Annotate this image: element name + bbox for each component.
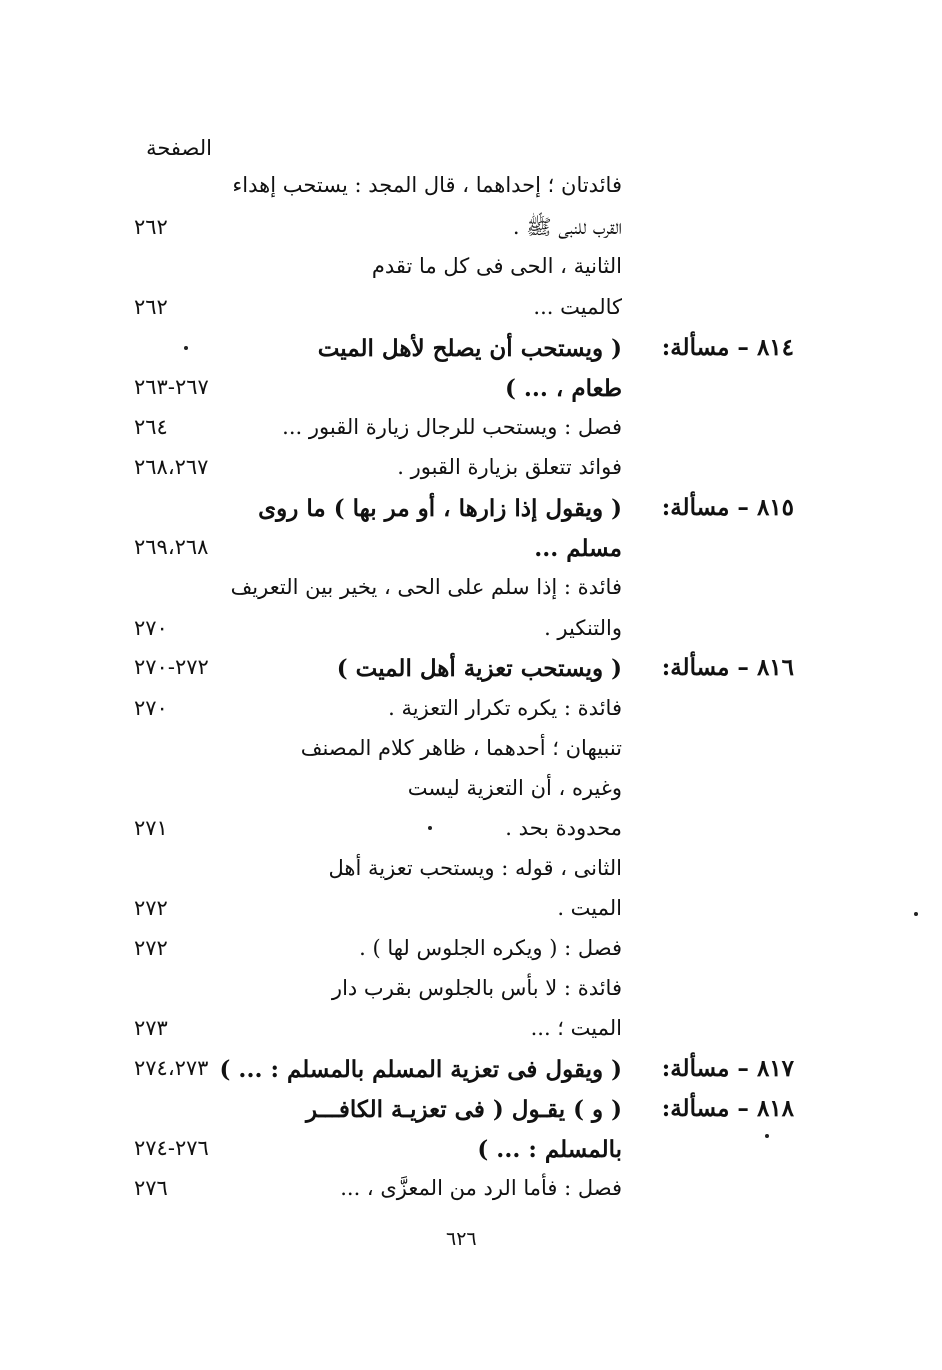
index-entry-text: فصل : ويستحب للرجال زيارة القبور ... [282,415,622,439]
index-entry-text: فصل : فأما الرد من المعزَّى ، ... [340,1176,622,1200]
index-entry-text: وغيره ، أن التعزية ليست [407,776,622,800]
page-reference: ٢٦٢ [134,215,168,239]
index-entry-text: الثانى ، قوله : ويستحب تعزية أهل [328,856,622,880]
index-entry-text: تنبيهان ؛ أحدهما ، ظاهر كلام المصنف [300,736,622,760]
index-entry-text: ( ويقول فى تعزية المسلم بالمسلم : ... ) [219,1056,622,1083]
page-reference: ٢٧٤،٢٧٣ [134,1056,209,1080]
masala-label: ٨١٨ – مسألة: [661,1095,794,1122]
page-reference: ٢٧٢ [134,936,168,960]
index-entry-text: فائدتان ؛ إحداهما ، قال المجد : يستحب إهداء [232,173,622,197]
page-reference: ٢٦٢ [134,295,168,319]
page-column-header: الصفحة [146,136,212,160]
index-entry-text: والتنكير . [544,616,622,640]
page-reference: ٢٦٩،٢٦٨ [134,535,209,559]
index-entry-text: محدودة بحد . [505,816,622,840]
index-entry-text: فائدة : إذا سلم على الحى ، يخير بين التعريف [230,575,622,599]
index-entry-text: كالميت ... [533,295,622,319]
stray-dot [765,1134,769,1138]
page-reference: ٢٧٠ [134,616,168,640]
stray-dot [914,912,918,916]
index-entry-text: الميت ؛ ... [530,1016,622,1040]
page-reference: ٢٦٧-٢٦٣ [134,375,209,399]
index-entry-text: فوائد تتعلق بزيارة القبور . [397,455,622,479]
page-reference: ٢٧٦ [134,1176,168,1200]
page-reference: ٢٧١ [134,816,168,840]
index-entry-text: فصل : ( ويكره الجلوس لها ) . [359,936,622,960]
index-entry-text: ( ويستحب تعزية أهل الميت ) [336,655,622,682]
stray-dot [428,826,432,830]
index-entry-text: ( و ) يقـول ( فى تعزيـة الكافـــر [305,1096,622,1123]
page-reference: ٢٦٨،٢٦٧ [134,455,209,479]
page-number: ٦٢٦ [446,1228,477,1250]
page-reference: ٢٧٢ [134,896,168,920]
index-entry-text: طعام ، ... ) [505,375,622,402]
masala-label: ٨١٧ – مسألة: [661,1055,794,1082]
masala-label: ٨١٤ – مسألة: [661,334,794,361]
index-entry-text: ( ويقول إذا زارها ، أو مر بها ) ما روى [258,495,622,522]
index-entry-text: الميت . [557,896,622,920]
masala-label: ٨١٦ – مسألة: [661,654,794,681]
page-reference: ٢٧٢-٢٧٠ [134,655,209,679]
index-entry-text: الثانية ، الحى فى كل ما تقدم [371,254,622,278]
page-reference: ٢٧٦-٢٧٤ [134,1136,209,1160]
page-reference: ٢٧٣ [134,1016,168,1040]
index-entry-text: فائدة : يكره تكرار التعزية . [388,696,622,720]
masala-label: ٨١٥ – مسألة: [661,494,794,521]
index-entry-text: بالمسلم : ... ) [477,1136,622,1163]
index-entry-text: مسلم ... [534,535,622,562]
page-reference: ٢٦٤ [134,415,168,439]
stray-dot [184,346,188,350]
page-reference: ٢٧٠ [134,696,168,720]
index-entry-text: القرب للنبى ﷺ . [512,215,622,239]
index-entry-text: ( ويستحب أن يصلح لأهل الميت [317,335,622,362]
index-entry-text: فائدة : لا بأس بالجلوس بقرب دار [331,976,622,1000]
